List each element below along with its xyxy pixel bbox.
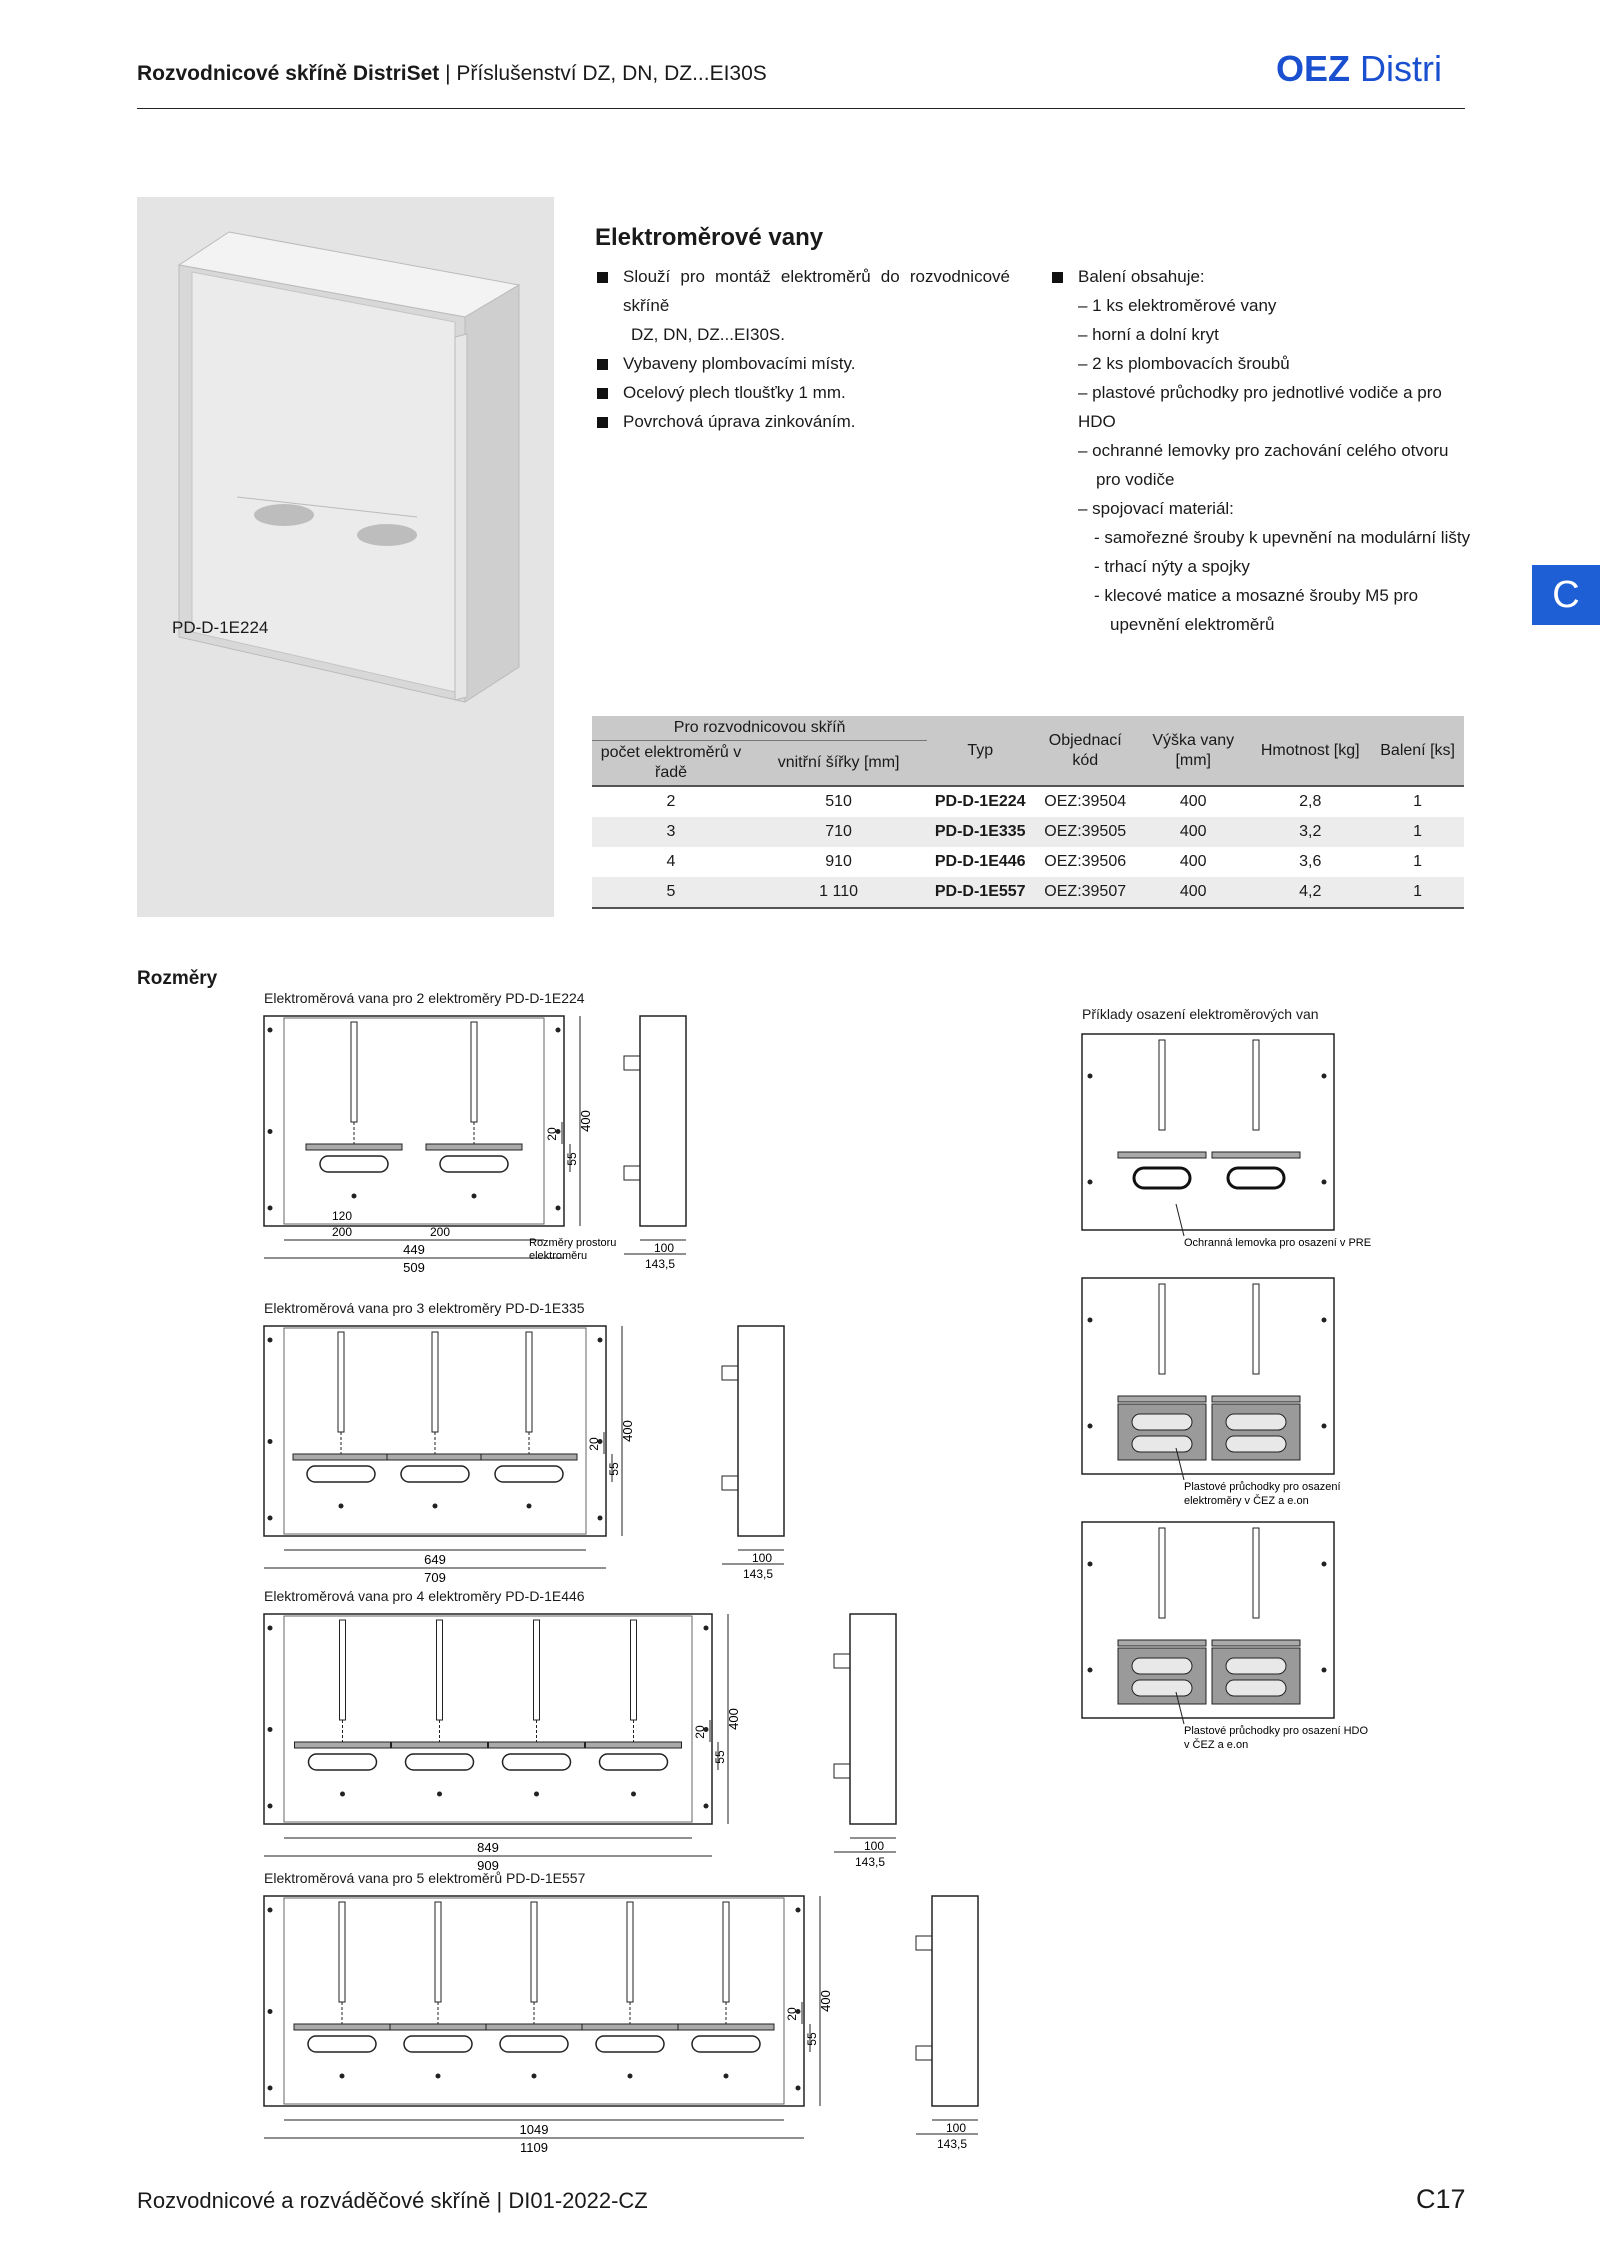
cell: OEZ:39507	[1033, 877, 1137, 908]
footer-text: Rozvodnicové a rozváděčové skříně | DI01-2022-CZ	[137, 2188, 648, 2213]
mount-hole	[268, 2086, 273, 2091]
col-header-meters: počet elektroměrů v řadě	[592, 741, 750, 787]
table-row	[592, 847, 1464, 877]
dimension-label: 200	[331, 1225, 353, 1239]
col-header-type: Typ	[927, 716, 1033, 786]
cable-opening	[692, 2036, 760, 2052]
package-subitem: - samořezné šrouby k upevnění na modulární lišty	[1094, 528, 1471, 547]
meter-rail	[340, 1620, 346, 1720]
drawing-caption: Elektroměrová vana pro 3 elektroměry PD-D-1E335	[264, 1300, 585, 1316]
dimension-label: 849	[477, 1840, 499, 1855]
package-item: – ochranné lemovky pro zachování celého otvoru	[1078, 441, 1449, 460]
package-item: – horní a dolní kryt	[1078, 325, 1219, 344]
tray-outline	[264, 1016, 564, 1226]
terminal-strip	[582, 2024, 678, 2030]
dimension-label: 400	[726, 1708, 741, 1730]
space-note: elektroměru	[529, 1250, 588, 1262]
dimension-label: 143,5	[936, 2137, 968, 2151]
dimension-label: 20	[785, 2007, 799, 2021]
feature-item-continued: DZ, DN, DZ...EI30S.	[631, 325, 785, 344]
dimension-label: 55	[607, 1462, 621, 1476]
cell: 4,2	[1249, 877, 1371, 908]
dimension-label: 100	[653, 1241, 675, 1255]
oez-distri-logo: OEZ Distri	[1276, 48, 1443, 89]
cell: 2,8	[1299, 793, 1322, 810]
protective-edge	[1228, 1168, 1284, 1188]
example-note: Plastové průchodky pro osazení	[1184, 1481, 1341, 1493]
dimension-label: 449	[403, 1242, 425, 1257]
cell: 3,2	[1249, 817, 1371, 847]
meter-rail	[534, 1620, 540, 1720]
package-item-continued: pro vodiče	[1096, 470, 1175, 489]
space-note: Rozměry prostoru	[529, 1237, 617, 1249]
mount-hole	[268, 1727, 273, 1732]
table-row	[592, 817, 1464, 847]
dimension-label: 20	[587, 1437, 601, 1451]
terminal-strip	[392, 1742, 488, 1748]
cell: 400	[1179, 793, 1207, 810]
mount-hole	[704, 1804, 709, 1809]
image-label: PD-D-1E224	[172, 618, 269, 637]
examples-title: Příklady osazení elektroměrových van	[1082, 1006, 1319, 1022]
dimension-label: 55	[713, 1750, 727, 1764]
spec-table	[592, 716, 1464, 909]
cell: 2	[666, 793, 676, 810]
meter-rail	[435, 1902, 441, 2002]
feature-item: Vybaveny plombovacími místy.	[595, 349, 1010, 378]
cell: OEZ:39504	[1044, 793, 1127, 810]
protective-edge	[1134, 1168, 1190, 1188]
cell: 3	[592, 817, 750, 847]
cable-opening	[307, 1466, 375, 1482]
group-header: Pro rozvodnicovou skříň	[592, 716, 927, 741]
mount-hole	[268, 1028, 273, 1033]
cable-opening	[495, 1466, 563, 1482]
cable-opening	[308, 2036, 376, 2052]
mount-hole	[556, 1028, 561, 1033]
page-number: C17	[1416, 2184, 1466, 2214]
mount-hole	[268, 1206, 273, 1211]
front-view-drawing	[264, 1614, 862, 1874]
terminal-strip	[426, 1144, 522, 1150]
package-subitem: - klecové matice a mosazné šrouby M5 pro	[1094, 586, 1419, 605]
meter-rail	[437, 1620, 443, 1720]
example-drawing	[1080, 1032, 1372, 1268]
dimension-label: 55	[565, 1152, 579, 1166]
dimension-label: 100	[863, 1839, 885, 1853]
cable-opening	[320, 1156, 388, 1172]
bullet-icon	[1052, 272, 1063, 283]
mount-hole	[704, 1626, 709, 1631]
cable-opening	[401, 1466, 469, 1482]
mount-hole	[268, 1908, 273, 1913]
mount-hole	[598, 1516, 603, 1521]
dimension-label: 100	[945, 2121, 967, 2135]
cable-opening	[600, 1754, 668, 1770]
cell: 400	[1137, 877, 1249, 908]
front-view-drawing	[264, 1326, 756, 1586]
mount-hole	[796, 2086, 801, 2091]
meter-rail	[338, 1332, 344, 1432]
cell: 710	[750, 817, 927, 847]
mount-hole	[556, 1206, 561, 1211]
terminal-strip	[387, 1454, 483, 1460]
cable-opening	[309, 1754, 377, 1770]
cell: 400	[1179, 853, 1207, 870]
feature-item: Ocelový plech tloušťky 1 mm.	[595, 378, 1010, 407]
dimension-label: 143,5	[742, 1567, 774, 1581]
mount-hole	[268, 1804, 273, 1809]
mount-hole	[268, 1516, 273, 1521]
mount-hole	[268, 1626, 273, 1631]
col-header-order-code: Objednací kód	[1033, 716, 1137, 786]
meter-rail	[631, 1620, 637, 1720]
feature-list	[595, 262, 1010, 436]
dimension-label: 200	[429, 1225, 451, 1239]
meter-rail	[627, 1902, 633, 2002]
meter-rail	[339, 1902, 345, 2002]
drawing-caption: Elektroměrová vana pro 2 elektroměry PD-D-1E224	[264, 990, 585, 1006]
drawing-caption: Elektroměrová vana pro 4 elektroměry PD-D-1E446	[264, 1588, 585, 1604]
side-view-drawing	[718, 1326, 788, 1586]
cable-opening	[503, 1754, 571, 1770]
terminal-strip	[295, 1742, 391, 1748]
bullet-icon	[597, 417, 608, 428]
cable-opening	[406, 1754, 474, 1770]
dimension-label: 120	[331, 1209, 353, 1223]
terminal-strip	[489, 1742, 585, 1748]
dimension-label: 509	[403, 1260, 425, 1275]
side-view-drawing	[830, 1614, 900, 1874]
package-item: – 2 ks plombovacích šroubů	[1078, 354, 1290, 373]
cable-opening	[596, 2036, 664, 2052]
dimension-label: 649	[424, 1552, 446, 1567]
example-drawing	[1080, 1276, 1340, 1512]
dimension-label: 400	[818, 1990, 833, 2012]
terminal-strip	[294, 2024, 390, 2030]
dimension-label: 55	[805, 2032, 819, 2046]
side-profile	[932, 1896, 978, 2106]
cell: 4	[666, 853, 676, 870]
bullet-icon	[597, 272, 608, 283]
chapter-tab: C	[1532, 565, 1600, 625]
package-item: – spojovací materiál:	[1078, 499, 1234, 518]
meter-tray-illustration	[137, 197, 554, 917]
header-title: Rozvodnicové skříně DistriSet | Příslušenství DZ, DN, DZ...EI30S	[137, 62, 767, 85]
header-divider	[137, 108, 1465, 109]
cell: PD-D-1E557	[927, 877, 1033, 908]
cable-opening	[440, 1156, 508, 1172]
dimension-label: 100	[751, 1551, 773, 1565]
dimension-label: 400	[620, 1420, 635, 1442]
section-title: Elektroměrové vany	[595, 224, 824, 251]
side-profile	[850, 1614, 896, 1824]
cable-opening	[404, 2036, 472, 2052]
cell: 1	[1413, 853, 1423, 870]
mount-hole	[268, 1439, 273, 1444]
example-note: Plastové průchodky pro osazení HDO	[1184, 1725, 1369, 1737]
tray-outline	[264, 1614, 712, 1824]
dimension-label: 400	[578, 1110, 593, 1132]
package-item: – plastové průchodky pro jednotlivé vodiče a pro HDO	[1078, 383, 1442, 431]
cell: 1	[1371, 817, 1464, 847]
dimension-label: 909	[477, 1858, 499, 1873]
meter-rail	[432, 1332, 438, 1432]
terminal-strip	[678, 2024, 774, 2030]
terminal-strip	[486, 2024, 582, 2030]
package-item: – 1 ks elektroměrové vany	[1078, 296, 1277, 315]
cell: OEZ:39505	[1033, 817, 1137, 847]
cell: 910	[825, 853, 852, 870]
terminal-strip	[306, 1144, 402, 1150]
meter-rail	[531, 1902, 537, 2002]
dimension-label: 1049	[519, 2122, 549, 2137]
package-subitem-continued: upevnění elektroměrů	[1110, 615, 1275, 634]
cell: 400	[1137, 817, 1249, 847]
terminal-strip	[481, 1454, 577, 1460]
terminal-strip	[293, 1454, 389, 1460]
cell: 510	[825, 793, 852, 810]
bullet-icon	[597, 388, 608, 399]
table-row	[592, 786, 1464, 817]
mount-hole	[268, 2009, 273, 2014]
side-view-drawing	[912, 1896, 982, 2156]
package-subitem: - trhací nýty a spojky	[1094, 557, 1250, 576]
col-header-width: vnitřní šířky [mm]	[750, 741, 927, 787]
front-view-drawing	[264, 1896, 954, 2156]
dimensions-title: Rozměry	[137, 968, 218, 989]
mount-hole	[268, 1338, 273, 1343]
example-note: v ČEZ a e.on	[1184, 1739, 1249, 1751]
col-header-weight: Hmotnost [kg]	[1249, 716, 1371, 786]
feature-item: Slouží pro montáž elektroměrů do rozvodnicové skříně	[595, 262, 1010, 320]
example-note: elektroměry v ČEZ a e.on	[1184, 1495, 1309, 1507]
drawing-caption: Elektroměrová vana pro 5 elektroměrů PD-D-1E557	[264, 1870, 586, 1886]
package-head: Balení obsahuje:	[1050, 262, 1480, 291]
dimension-label: 1109	[520, 2140, 548, 2155]
col-header-package: Balení [ks]	[1371, 716, 1464, 786]
dimension-label: 20	[545, 1127, 559, 1141]
cell: PD-D-1E335	[927, 817, 1033, 847]
cell: OEZ:39506	[1044, 853, 1127, 870]
table-row	[592, 877, 1464, 908]
package-list	[1050, 262, 1480, 639]
dimension-label: 143,5	[644, 1257, 676, 1271]
product-image-panel	[137, 197, 554, 917]
example-drawing	[1080, 1520, 1369, 1756]
terminal-strip	[390, 2024, 486, 2030]
side-view-drawing	[620, 1016, 690, 1276]
cell: PD-D-1E446	[934, 853, 1026, 870]
dimension-label: 709	[424, 1570, 446, 1585]
meter-rail	[723, 1902, 729, 2002]
cell: 5	[592, 877, 750, 908]
example-note: Ochranná lemovka pro osazení v PRE	[1184, 1237, 1372, 1249]
mount-hole	[598, 1338, 603, 1343]
mount-hole	[268, 1129, 273, 1134]
cell: PD-D-1E224	[934, 793, 1026, 810]
side-profile	[640, 1016, 686, 1226]
cable-opening	[500, 2036, 568, 2052]
cell: 1	[1413, 793, 1423, 810]
feature-item: Povrchová úprava zinkováním.	[595, 407, 1010, 436]
meter-rail	[526, 1332, 532, 1432]
meter-rail	[471, 1022, 477, 1122]
mount-hole	[796, 1908, 801, 1913]
cell: 1 110	[750, 877, 927, 908]
bullet-icon	[597, 359, 608, 370]
cell: 3,6	[1299, 853, 1322, 870]
cell: 1	[1371, 877, 1464, 908]
dimension-label: 20	[693, 1725, 707, 1739]
dimension-label: 143,5	[854, 1855, 886, 1869]
side-profile	[738, 1326, 784, 1536]
col-header-height: Výška vany [mm]	[1137, 716, 1249, 786]
meter-rail	[351, 1022, 357, 1122]
terminal-strip	[586, 1742, 682, 1748]
